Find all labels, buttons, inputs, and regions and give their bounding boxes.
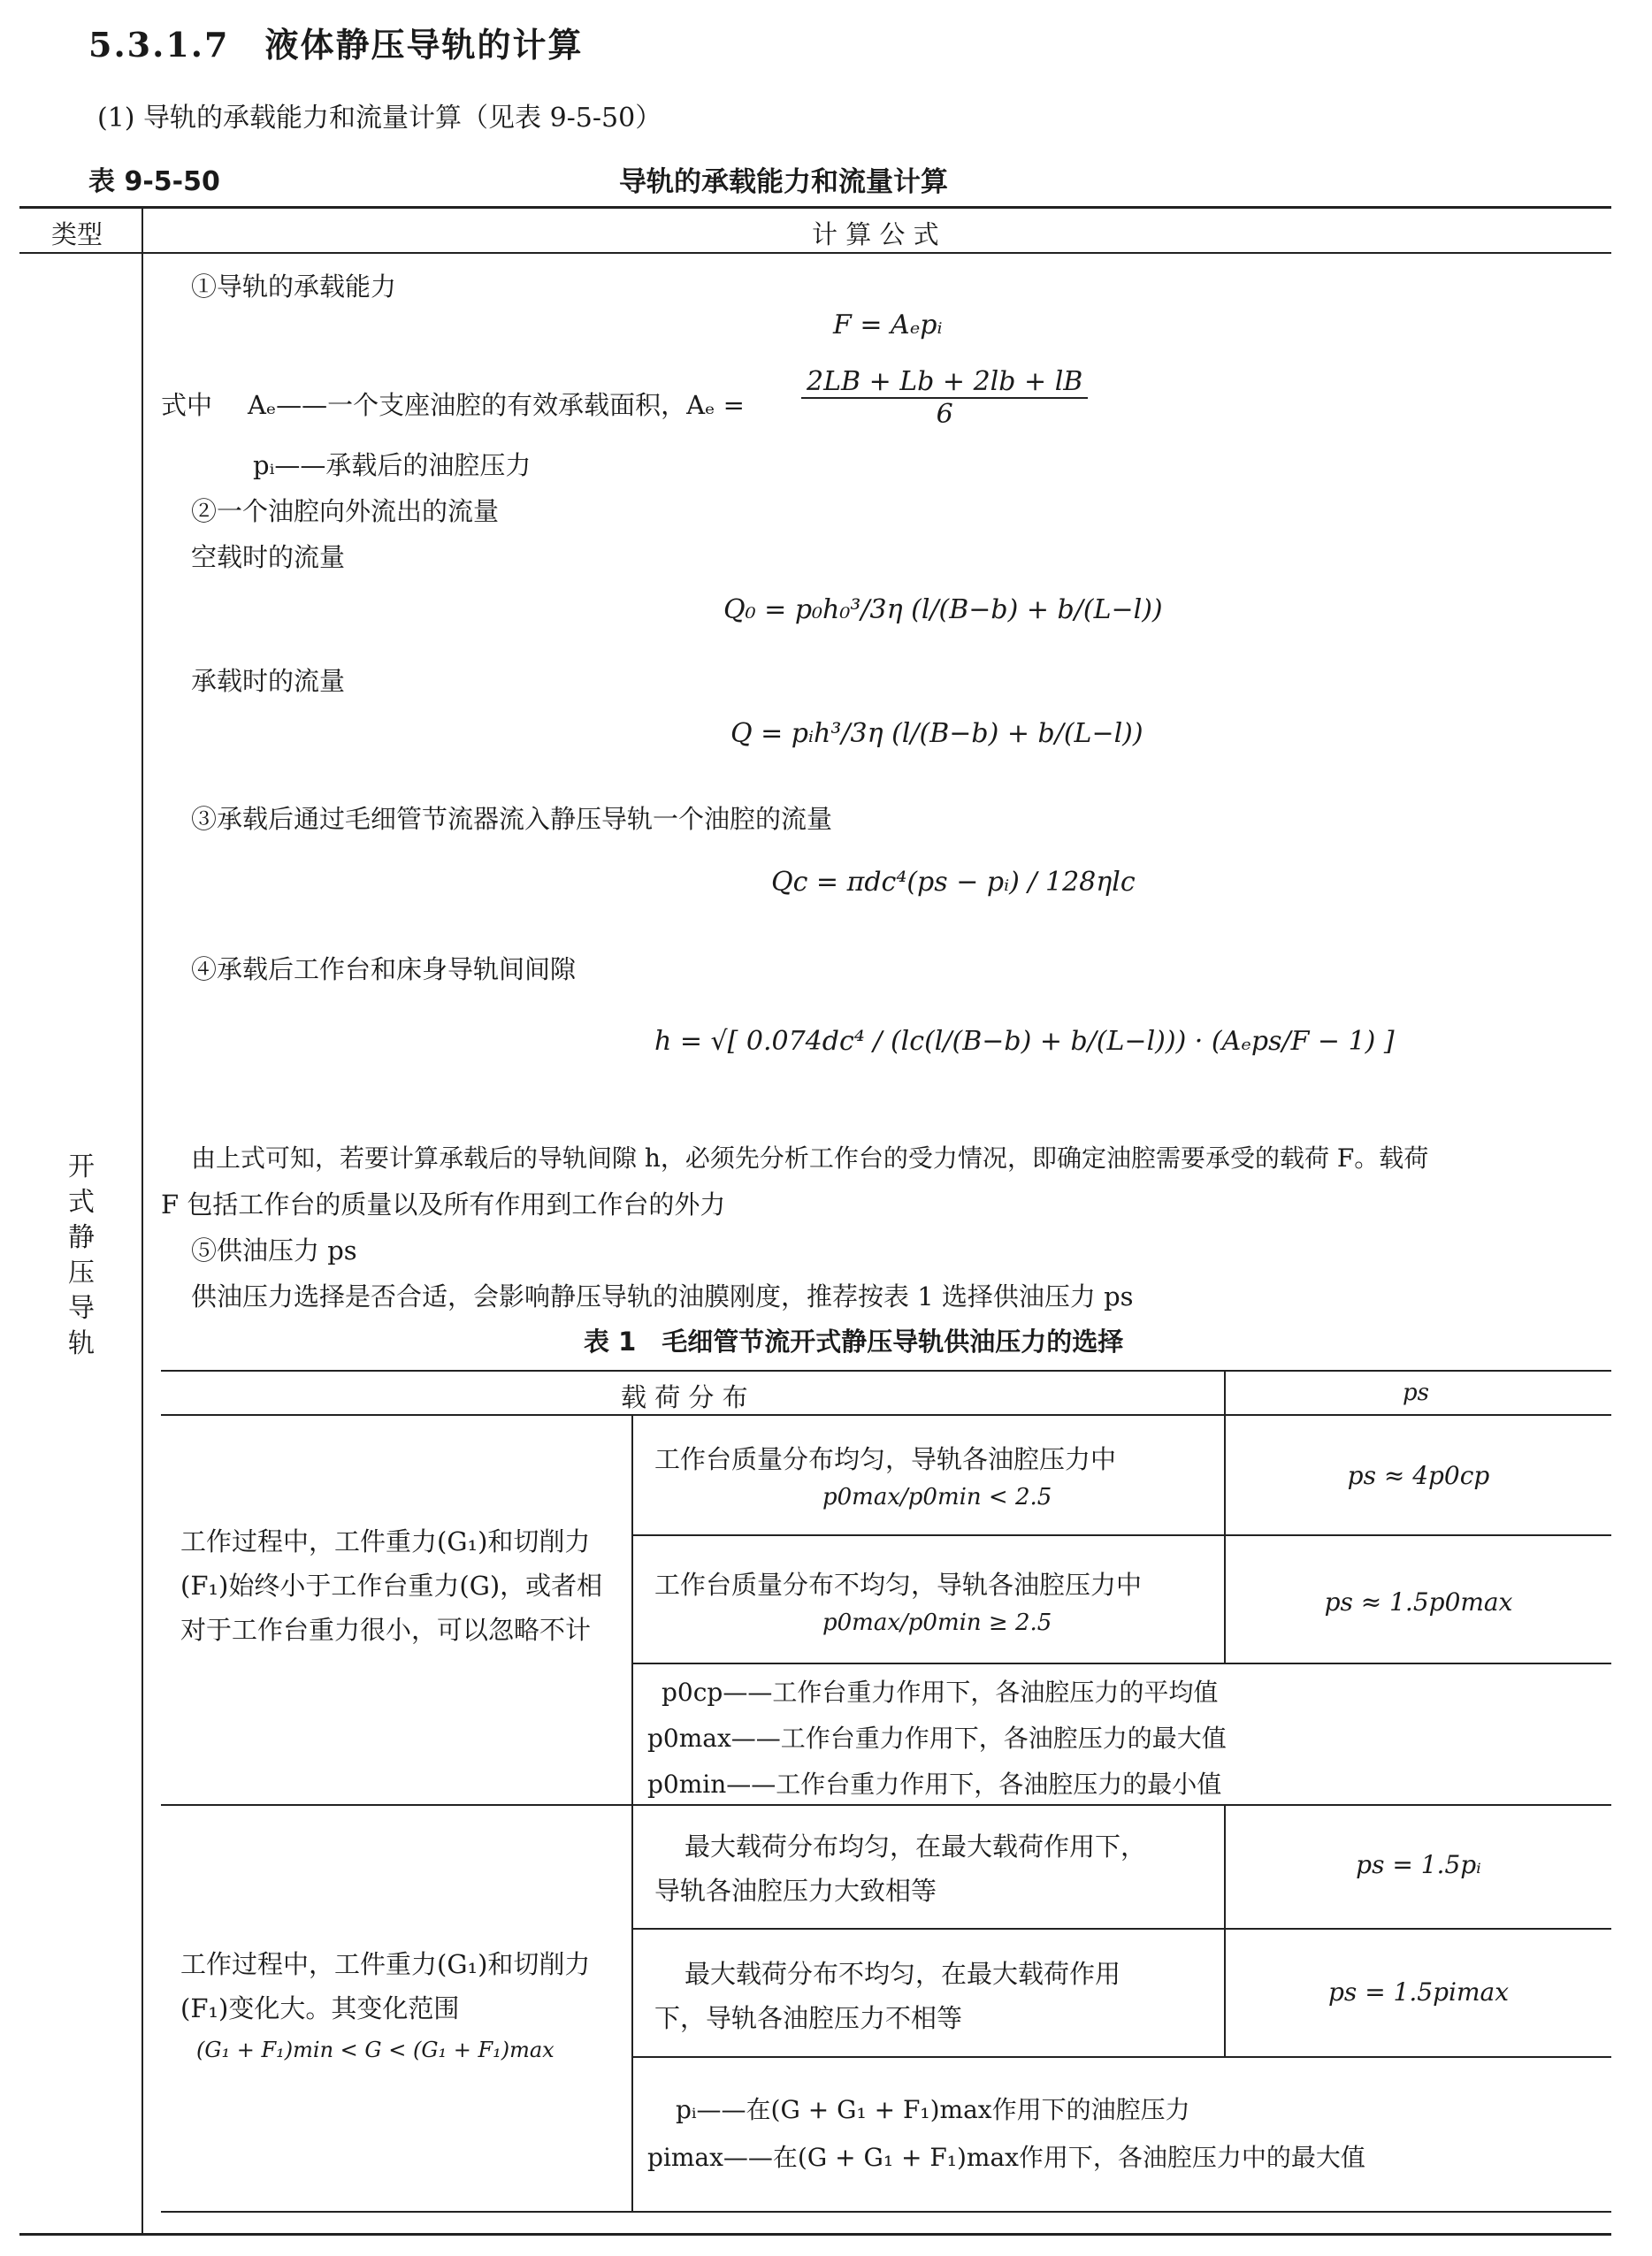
subtable-title: 表 1 毛细管节流开式静压导轨供油压力的选择	[584, 1327, 1124, 1357]
subtable-col-divider-3	[1224, 1804, 1226, 2056]
group1-condition: 工作过程中，工件重力(G₁)和切削力(F₁)始终小于工作台重力(G)，或者相对于工作台重力很小，可以忽略不计	[180, 1526, 603, 1645]
pi-definition: pᵢ——承载后的油腔压力	[253, 450, 532, 480]
group2-row2-rule	[631, 2056, 1611, 2058]
item3-text: ③承载后通过毛细管节流器流入静压导轨一个油腔的流量	[191, 804, 833, 834]
subtable-col-divider-1	[631, 1416, 633, 2211]
where-label: 式中	[161, 390, 213, 420]
group2-row1-desc2: 导轨各油腔压力大致相等	[654, 1876, 937, 1906]
formula-qc: Qc = πdc⁴(ps − pᵢ) / 128ηlc	[771, 867, 1136, 898]
group2-row2-ps: ps = 1.5pimax	[1328, 1977, 1509, 2007]
group1-row2-ps: ps ≈ 1.5p0max	[1324, 1587, 1513, 1617]
item1-text: ①导轨的承载能力	[191, 271, 397, 302]
noload-flow-label: 空载时的流量	[191, 542, 346, 572]
group2-row1-ps: ps = 1.5pᵢ	[1356, 1850, 1481, 1879]
section-title: 5.3.1.7 液体静压导轨的计算	[88, 25, 584, 65]
ae-denominator: 6	[936, 399, 953, 430]
group1-note2: p0max——工作台重力作用下，各油腔压力的最大值	[647, 1724, 1227, 1753]
formula-q: Q = pᵢh³/3η (l/(B−b) + b/(L−l))	[730, 718, 1143, 749]
group2-row1-desc1: 最大载荷分布均匀，在最大载荷作用下，	[685, 1832, 1147, 1862]
group2-row2-desc1: 最大载荷分布不均匀，在最大载荷作用	[685, 1959, 1121, 1989]
item5-text: ⑤供油压力 ps	[191, 1235, 357, 1266]
group2-condition: 工作过程中，工件重力(G₁)和切削力(F₁)变化大。其变化范围	[180, 1949, 591, 2023]
subheading: (1) 导轨的承载能力和流量计算（见表 9-5-50）	[97, 103, 662, 134]
group2-range: (G₁ + F₁)min < G < (G₁ + F₁)max	[196, 2038, 554, 2062]
ae-numerator: 2LB + Lb + 2lb + lB	[801, 366, 1088, 399]
item4-text: ④承载后工作台和床身导轨间间隙	[191, 954, 577, 984]
group1-row1-ps: ps ≈ 4p0cp	[1347, 1461, 1490, 1490]
subtable-col-divider-2	[1224, 1370, 1226, 1663]
table-number: 表 9-5-50	[88, 166, 220, 197]
subtable-header-ps: ps	[1403, 1380, 1429, 1406]
type-label: 开式静压导轨	[68, 1151, 95, 1359]
group1-row2-desc1: 工作台质量分布不均匀，导轨各油腔压力中	[654, 1570, 1143, 1600]
table-bottom-rule	[19, 2233, 1611, 2236]
type-column-divider	[141, 206, 143, 2233]
group1-row1-desc2: p0max/p0min < 2.5	[822, 1484, 1052, 1510]
group2-row1-rule	[631, 1928, 1611, 1930]
group1-row1-rule	[631, 1534, 1611, 1536]
group1-note3: p0min——工作台重力作用下，各油腔压力的最小值	[647, 1770, 1222, 1799]
item2-text: ②一个油腔向外流出的流量	[191, 496, 500, 526]
group2-row2-desc2: 下，导轨各油腔压力不相等	[654, 2003, 963, 2033]
group1-row2-desc2: p0max/p0min ≥ 2.5	[822, 1610, 1052, 1636]
group-divider-rule	[161, 1804, 1611, 1806]
formula-load-capacity: F = Aₑpᵢ	[833, 310, 943, 340]
paragraph-1: 由上式可知，若要计算承载后的导轨间隙 h，必须先分析工作台的受力情况，即确定油腔需要承受的载荷 F。载荷	[191, 1143, 1429, 1173]
ae-fraction	[801, 366, 1088, 430]
formula-h: h = √[ 0.074dc⁴ / (lc(l/(B−b) + b/(L−l))) · (Aₑps/F − 1) ]	[654, 1026, 1395, 1057]
load-flow-label: 承载时的流量	[191, 666, 346, 696]
subtable-top-rule	[161, 1370, 1611, 1372]
formula-q0: Q₀ = p₀h₀³/3η (l/(B−b) + b/(L−l))	[723, 594, 1163, 625]
table-title: 导轨的承载能力和流量计算	[619, 166, 948, 198]
paragraph-3: 供油压力选择是否合适，会影响静压导轨的油膜刚度，推荐按表 1 选择供油压力 ps	[191, 1281, 1134, 1312]
header-type: 类型	[51, 219, 103, 249]
paragraph-2: F 包括工作台的质量以及所有作用到工作台的外力	[161, 1189, 726, 1220]
group1-row1-desc1: 工作台质量分布均匀，导轨各油腔压力中	[654, 1444, 1117, 1474]
group1-note1: p0cp——工作台重力作用下，各油腔压力的平均值	[662, 1678, 1219, 1707]
group1-row2-rule	[631, 1663, 1611, 1664]
group2-note1: pᵢ——在(G + G₁ + F₁)max作用下的油腔压力	[676, 2095, 1190, 2124]
subtable-header-load: 载 荷 分 布	[621, 1382, 748, 1412]
table-top-rule	[19, 206, 1611, 209]
ae-definition: Aₑ——一个支座油腔的有效承载面积，Aₑ =	[248, 390, 745, 420]
group2-note2: pimax——在(G + G₁ + F₁)max作用下，各油腔压力中的最大值	[647, 2143, 1365, 2172]
subtable-header-rule	[161, 1414, 1611, 1416]
subtable-bottom-rule	[161, 2211, 1611, 2213]
table-header-rule	[19, 252, 1611, 254]
header-formula: 计 算 公 式	[812, 219, 939, 249]
